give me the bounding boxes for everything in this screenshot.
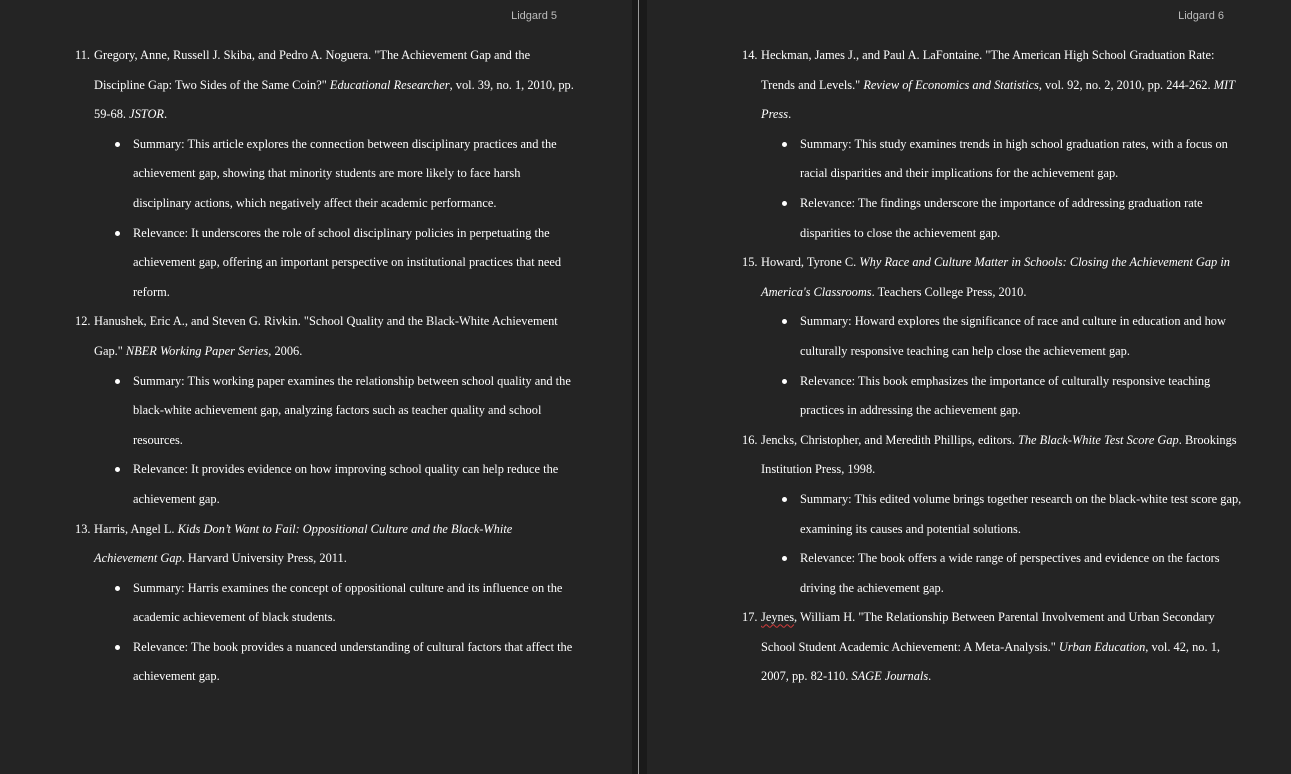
bullet-icon — [115, 586, 120, 591]
bullet-icon — [782, 319, 787, 324]
citation-text[interactable] — [742, 603, 1242, 692]
citation-authors-title: Hanushek, Eric A., and Steven G. Rivkin. "School Quality and the Black-White Achievement Gap." — [94, 314, 558, 358]
bullet-text: Relevance: The book offers a wide range of perspectives and evidence on the factors driving the achievement gap. — [800, 551, 1220, 595]
summary-bullet[interactable] — [742, 485, 1242, 544]
citation-book-title: Why Race and Culture Matter in Schools: Closing the Achievement Gap in America's Classrooms — [761, 255, 1230, 299]
relevance-bullet[interactable] — [75, 633, 575, 692]
citation-authors: Howard, Tyrone C. — [761, 255, 860, 270]
bibliography-list — [75, 41, 575, 692]
bibliography-entry-15 — [742, 248, 1242, 426]
bullet-icon — [115, 231, 120, 236]
bullet-text: Relevance: The book provides a nuanced understanding of cultural factors that affect the achievement gap. — [133, 639, 573, 684]
citation-database: SAGE Journals — [851, 669, 929, 684]
bullet-icon — [782, 379, 787, 384]
citation-authors-title: Gregory, Anne, Russell J. Skiba, and Pedro A. Noguera. "The Achievement Gap and the Discipline Gap: Two Sides of the Same Coin?" — [94, 48, 531, 92]
summary-bullet[interactable] — [75, 574, 575, 633]
relevance-bullet[interactable] — [75, 455, 575, 514]
bullet-text: Relevance: This book emphasizes the importance of culturally responsive teaching practices in addressing the achievement gap. — [800, 373, 1211, 418]
bullet-text: Summary: This edited volume brings together research on the black-white test score gap, examining its causes and potential solutions. — [800, 491, 1242, 536]
citation-authors: Jencks, Christopher, and Meredith Phillips, editors. — [761, 432, 1018, 447]
citation-details: . Brookings Institution Press, 1998. — [761, 432, 1237, 477]
relevance-bullet[interactable] — [742, 544, 1242, 603]
bullet-icon — [115, 379, 120, 384]
page-header: Lidgard 6 — [1178, 10, 1224, 22]
relevance-bullet[interactable] — [75, 219, 575, 308]
citation-authors: Harris, Angel L. — [94, 521, 178, 536]
annotation-list — [75, 130, 575, 308]
bibliography-entry-13 — [75, 515, 575, 693]
entry-number: 17. — [742, 610, 758, 625]
annotation-list — [75, 574, 575, 692]
bullet-text: Relevance: The findings underscore the importance of addressing graduation rate disparities to close the achievement gap. — [800, 195, 1203, 240]
bullet-icon — [782, 142, 787, 147]
citation-text[interactable] — [75, 307, 575, 366]
bullet-icon — [115, 645, 120, 650]
citation-text[interactable] — [75, 41, 575, 130]
bullet-icon — [115, 142, 120, 147]
spellcheck-flagged-word[interactable]: Jeynes — [761, 610, 795, 625]
entry-number: 13. — [75, 521, 91, 536]
citation-authors-title: Heckman, James J., and Paul A. LaFontaine. "The American High School Graduation Rate: Trends and Levels." — [761, 48, 1215, 92]
bullet-text: Summary: Harris examines the concept of oppositional culture and its influence on the academic achievement of black students. — [133, 580, 563, 625]
document-page-5[interactable] — [0, 0, 632, 774]
bullet-icon — [115, 467, 120, 472]
bibliography-entry-12 — [75, 307, 575, 514]
citation-end: . — [788, 107, 792, 122]
summary-bullet[interactable] — [742, 307, 1242, 366]
citation-publisher: MIT Press — [761, 77, 1235, 122]
bullet-text: Summary: Howard explores the significance of race and culture in education and how culturally responsive teaching can help close the achievement gap. — [800, 314, 1226, 358]
entry-number: 12. — [75, 314, 91, 329]
citation-text[interactable] — [75, 515, 575, 574]
page-header: Lidgard 5 — [511, 10, 557, 22]
citation-text[interactable] — [742, 426, 1242, 485]
citation-source: Educational Researcher — [329, 77, 450, 92]
bibliography-entry-11 — [75, 41, 575, 307]
bullet-text: Relevance: It provides evidence on how improving school quality can help reduce the achievement gap. — [133, 462, 559, 506]
citation-database: JSTOR — [129, 107, 164, 122]
bibliography-list — [742, 41, 1242, 692]
bibliography-entry-16 — [742, 426, 1242, 604]
citation-details: , vol. 42, no. 1, 2007, pp. 82-110. — [761, 639, 1220, 684]
citation-details: , vol. 92, no. 2, 2010, pp. 244-262. — [1038, 77, 1214, 92]
relevance-bullet[interactable] — [742, 367, 1242, 426]
summary-bullet[interactable] — [742, 130, 1242, 189]
citation-source: Urban Education — [1058, 639, 1146, 654]
bullet-icon — [782, 556, 787, 561]
citation-book-title: The Black-White Test Score Gap — [1017, 432, 1179, 447]
page-gap — [632, 0, 647, 774]
citation-authors-title: , William H. "The Relationship Between Parental Involvement and Urban Secondary School Student Academic Achievement: A Meta-Analysis." — [761, 610, 1215, 654]
citation-text[interactable] — [742, 41, 1242, 130]
entry-number: 14. — [742, 48, 758, 62]
document-page-6[interactable] — [647, 0, 1291, 774]
citation-book-title: Kids Don’t Want to Fail: Oppositional Culture and the Black-White Achievement Gap — [94, 521, 513, 566]
citation-details: . Teachers College Press, 2010. — [871, 284, 1027, 299]
page-divider — [638, 0, 639, 774]
summary-bullet[interactable] — [75, 367, 575, 456]
relevance-bullet[interactable] — [742, 189, 1242, 248]
citation-details: , 2006. — [268, 343, 303, 358]
citation-end: . — [164, 107, 168, 122]
bullet-text: Summary: This study examines trends in high school graduation rates, with a focus on racial disparities and their implications for the achievement gap. — [800, 136, 1228, 181]
entry-number: 15. — [742, 255, 758, 270]
bibliography-entry-14 — [742, 41, 1242, 248]
annotation-list — [742, 307, 1242, 425]
citation-text[interactable] — [742, 248, 1242, 307]
citation-end: . — [928, 669, 932, 684]
bullet-icon — [782, 497, 787, 502]
bullet-text: Relevance: It underscores the role of school disciplinary policies in perpetuating the achievement gap, offering an important perspective on institutional practices that need reform. — [133, 225, 562, 299]
citation-source: NBER Working Paper Series — [125, 343, 269, 358]
citation-details: , vol. 39, no. 1, 2010, pp. 59-68. — [94, 77, 574, 122]
citation-source: Review of Economics and Statistics — [863, 77, 1039, 92]
bibliography-entry-17 — [742, 603, 1242, 692]
summary-bullet[interactable] — [75, 130, 575, 219]
bullet-text: Summary: This article explores the connection between disciplinary practices and the achievement gap, showing that minority students are more likely to face harsh disciplinary actions, which negatively affect their academic performance. — [133, 136, 557, 210]
annotation-list — [742, 130, 1242, 248]
entry-number: 16. — [742, 432, 758, 447]
citation-details: . Harvard University Press, 2011. — [181, 551, 347, 566]
entry-number: 11. — [75, 48, 91, 62]
bullet-icon — [782, 201, 787, 206]
bullet-text: Summary: This working paper examines the relationship between school quality and the black-white achievement gap, analyzing factors such as teacher quality and school resources. — [133, 373, 571, 447]
annotation-list — [75, 367, 575, 515]
annotation-list — [742, 485, 1242, 603]
